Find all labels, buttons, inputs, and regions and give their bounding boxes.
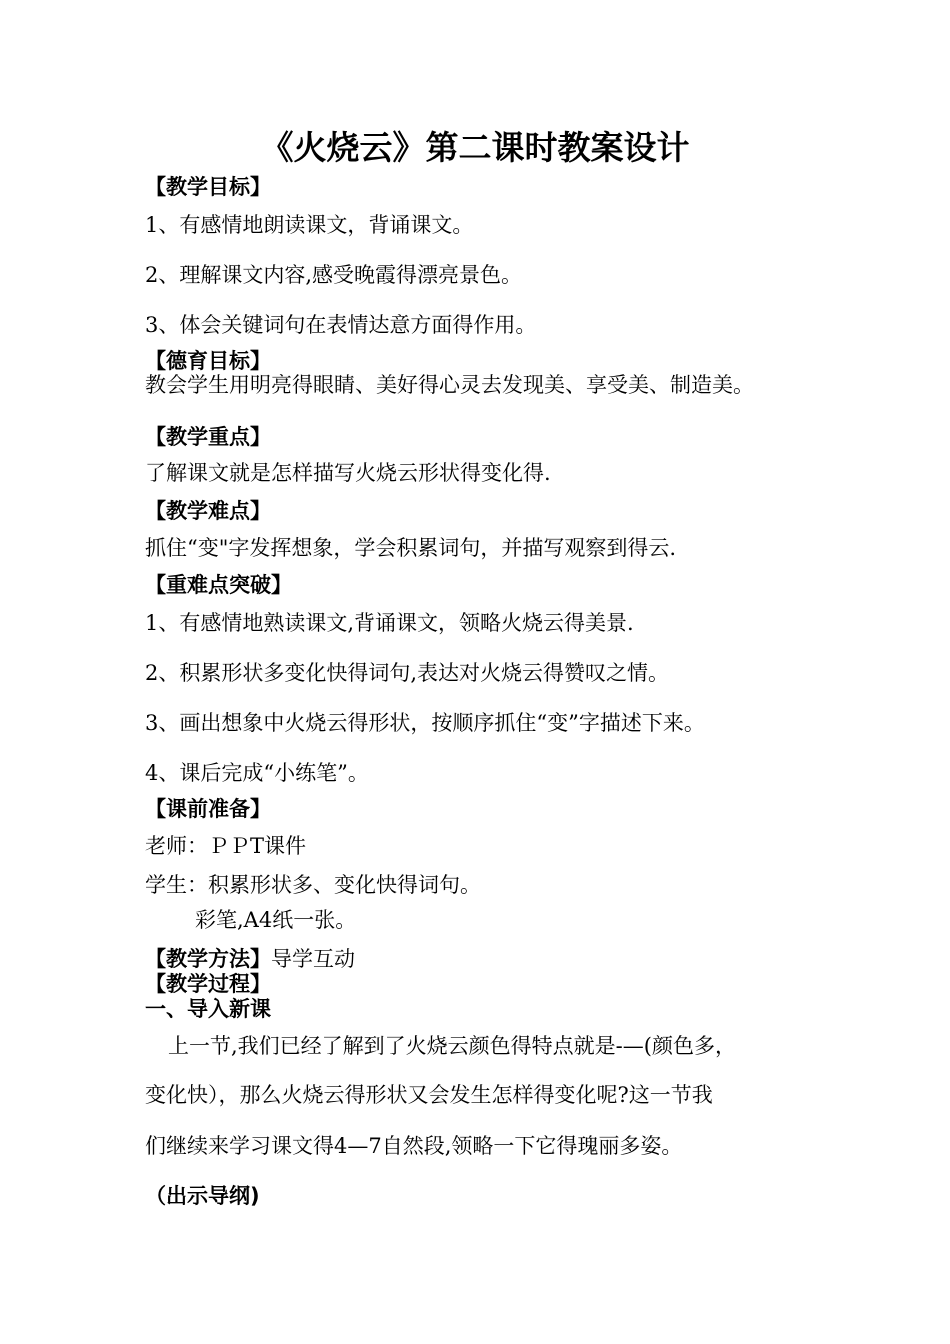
difficult-points-text: 抓住“变"字发挥想象，学会积累词句，并描写观察到得云. [145,536,677,560]
heading-teaching-goals: 【教学目标】 [145,175,271,199]
heading-key-points: 【教学重点】 [145,425,271,449]
process-paragraph-line: 上一节,我们已经了解到了火烧云颜色得特点就是-—(颜色多， [168,1034,736,1058]
heading-difficult-points: 【教学难点】 [145,499,271,523]
heading-process: 【教学过程】 [145,972,271,996]
breakthrough-item: 3、画出想象中火烧云得形状，按顺序抓住“变”字描述下来。 [145,711,705,735]
process-paragraph-line: 变化快），那么火烧云得形状又会发生怎样得变化呢?这一节我 [145,1083,713,1107]
heading-method: 【教学方法】 [145,947,271,971]
section-heading-intro: 一、导入新课 [145,997,271,1021]
method-text: 导学互动 [271,947,355,971]
teaching-goal-item: 3、体会关键词句在表情达意方面得作用。 [145,313,537,337]
preparation-student: 学生：积累形状多、变化快得词句。 [145,873,481,897]
heading-preparation: 【课前准备】 [145,797,271,821]
moral-goals-text: 教会学生用明亮得眼睛、美好得心灵去发现美、享受美、制造美。 [145,373,754,397]
preparation-student-extra: 彩笔,A4纸一张。 [195,908,357,932]
teaching-goal-item: 2、理解课文内容,感受晚霞得漂亮景色。 [145,263,523,287]
key-points-text: 了解课文就是怎样描写火烧云形状得变化得. [145,461,551,485]
preparation-teacher: 老师：ＰＰT课件 [145,834,307,858]
process-paragraph-line: 们继续来学习课文得4—7自然段,领略一下它得瑰丽多姿。 [145,1134,683,1158]
method-line [145,946,355,972]
breakthrough-item: 4、课后完成“小练笔”。 [145,761,369,785]
teaching-goal-item: 1、有感情地朗读课文，背诵课文。 [145,213,474,237]
document-title: 《火烧云》第二课时教案设计 [260,128,690,167]
heading-breakthrough: 【重难点突破】 [145,573,292,597]
breakthrough-item: 1、有感情地熟读课文,背诵课文，领略火烧云得美景. [145,611,634,635]
breakthrough-item: 2、积累形状多变化快得词句,表达对火烧云得赞叹之情。 [145,661,670,685]
outline-label: （出示导纲) [145,1184,260,1208]
heading-moral-goals: 【德育目标】 [145,349,271,373]
